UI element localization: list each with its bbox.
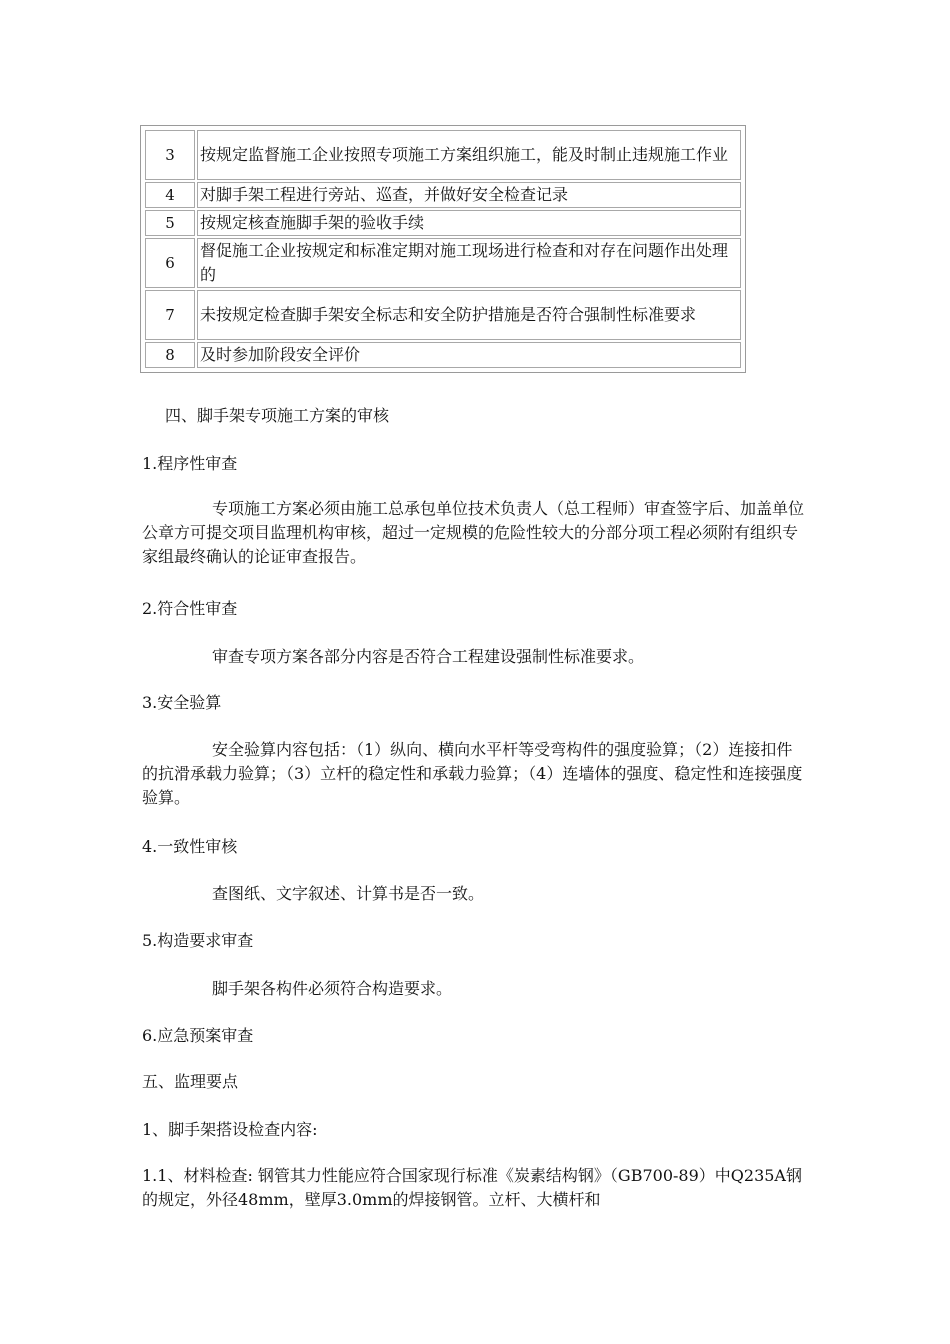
table-row xyxy=(145,210,741,236)
row-number: 4 xyxy=(145,182,195,208)
paragraph: 安全验算内容包括：（1）纵向、横向水平杆等受弯构件的强度验算；（2）连接扣件的抗滑承载力验算；（3）立杆的稳定性和承载力验算；（4）连墙体的强度、稳定性和连接强度验算。 xyxy=(142,740,803,807)
supervision-duties-table xyxy=(140,125,746,373)
paragraph: 脚手架各构件必须符合构造要求。 xyxy=(212,979,453,998)
row-text: 及时参加阶段安全评价 xyxy=(197,342,741,368)
section-heading: 四、脚手架专项施工方案的审核 xyxy=(165,406,390,425)
paragraph: 审查专项方案各部分内容是否符合工程建设强制性标准要求。 xyxy=(212,647,645,666)
subsection-heading: 1.程序性审查 xyxy=(142,454,238,473)
row-text: 未按规定检查脚手架安全标志和安全防护措施是否符合强制性标准要求 xyxy=(197,290,741,340)
table-row xyxy=(145,290,741,340)
table-row xyxy=(145,130,741,180)
row-number: 5 xyxy=(145,210,195,236)
row-text: 按规定监督施工企业按照专项施工方案组织施工，能及时制止违规施工作业 xyxy=(197,130,741,180)
row-number: 3 xyxy=(145,130,195,180)
paragraph: 查图纸、文字叙述、计算书是否一致。 xyxy=(212,884,485,903)
subsection-heading: 6.应急预案审查 xyxy=(142,1026,254,1045)
subsection-heading: 5.构造要求审查 xyxy=(142,931,254,950)
section-heading: 五、监理要点 xyxy=(142,1072,239,1091)
subsection-heading: 2.符合性审查 xyxy=(142,599,238,618)
subsection-heading: 4.一致性审核 xyxy=(142,837,238,856)
row-number: 7 xyxy=(145,290,195,340)
paragraph: 专项施工方案必须由施工总承包单位技术负责人（总工程师）审查签字后、加盖单位公章方可提交项目监理机构审核，超过一定规模的危险性较大的分部分项工程必须附有组织专家组最终确认的论证审查报告。 xyxy=(142,499,805,566)
row-text: 对脚手架工程进行旁站、巡查，并做好安全检查记录 xyxy=(197,182,741,208)
row-text: 按规定核查施脚手架的验收手续 xyxy=(197,210,741,236)
row-number: 6 xyxy=(145,238,195,288)
table-row xyxy=(145,342,741,368)
table-row xyxy=(145,238,741,288)
paragraph: 1.1、材料检查: 钢管其力性能应符合国家现行标准《炭素结构钢》（GB700-89）中Q235A钢的规定，外径48mm，壁厚3.0mm的焊接钢管。立杆、大横杆和 xyxy=(142,1166,802,1209)
table-row xyxy=(145,182,741,208)
subsection-heading: 1、脚手架搭设检查内容: xyxy=(142,1120,318,1139)
row-number: 8 xyxy=(145,342,195,368)
subsection-heading: 3.安全验算 xyxy=(142,693,222,712)
row-text: 督促施工企业按规定和标准定期对施工现场进行检查和对存在问题作出处理的 xyxy=(197,238,741,288)
